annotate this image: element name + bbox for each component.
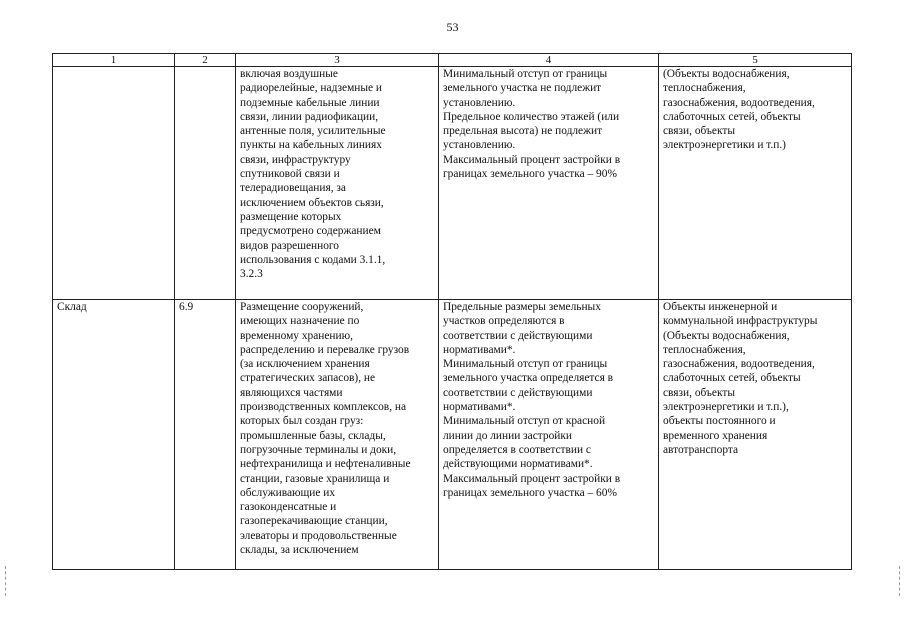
cell-text-line: временному хранению,	[240, 329, 353, 342]
cell-auxiliary-uses	[659, 67, 852, 300]
cell-text-line: коммунальной инфраструктуры	[663, 315, 818, 328]
cell-text-line: нормативами*.	[443, 401, 516, 414]
page-number: 53	[446, 20, 459, 34]
cell-text-line: границах земельного участка – 90%	[443, 168, 617, 181]
cell-text-line: автотранспорта	[663, 443, 739, 456]
cell-text-line: объекты постоянного и	[663, 415, 776, 428]
cell-text-line: нефтехранилища и нефтеналивные	[240, 458, 411, 471]
cell-text-line: соответствии с действующими	[443, 329, 593, 342]
cell-text-line: (за исключением хранения	[240, 358, 370, 371]
cell-text-line: элеваторы и продовольственные	[240, 529, 397, 542]
cell-use-name	[53, 300, 175, 570]
cell-text-line: связи, объекты	[663, 125, 735, 138]
cell-text-line: газоперекачивающие станции,	[240, 515, 388, 528]
cell-text-line: установлению.	[443, 96, 516, 109]
cell-text-line: Склад	[57, 301, 87, 313]
cell-text-line: линии до линии застройки	[443, 429, 573, 442]
cell-text-line: установлению.	[443, 139, 516, 152]
cell-text-line: Минимальный отступ от красной	[443, 415, 606, 428]
cell-text-line: имеющих назначение по	[240, 315, 360, 328]
column-header-2: 2	[175, 54, 236, 67]
cell-text-line: размещение которых	[240, 210, 342, 223]
cell-text-line: исключением объектов сьязи,	[240, 196, 384, 209]
cell-text-line: Размещение сооружений,	[240, 301, 364, 313]
cell-text-line: электроэнергетики и т.п.)	[663, 139, 786, 152]
cell-text-line: Максимальный процент застройки в	[443, 153, 621, 166]
cell-text-line: промышленные базы, склады,	[240, 429, 386, 442]
cell-text-line: предусмотрено содержанием	[240, 225, 381, 238]
cell-text-line: видов разрешенного	[240, 239, 339, 252]
cell-text-line: (Объекты водоснабжения,	[663, 329, 790, 342]
cell-use-code	[175, 67, 236, 300]
cell-text-line: спутниковой связи и	[240, 168, 340, 181]
cell-text-line: газоснабжения, водоотведения,	[663, 96, 815, 109]
scan-edge-mark-right	[899, 566, 901, 596]
cell-text-line: включая воздушные	[240, 68, 338, 80]
column-header-4: 4	[439, 54, 659, 67]
cell-text-line: Объекты инженерной и	[663, 301, 778, 313]
cell-text-line: Предельное количество этажей (или	[443, 110, 620, 123]
scan-edge-mark-left	[5, 566, 7, 596]
table-row	[53, 300, 852, 570]
cell-text-line: являющихся частями	[240, 386, 343, 399]
cell-text-line: участков определяются в	[443, 315, 565, 328]
cell-text-line: Максимальный процент застройки в	[443, 472, 621, 485]
cell-text-line: пункты на кабельных линиях	[240, 139, 382, 152]
cell-text-line: газоснабжения, водоотведения,	[663, 358, 815, 371]
column-header-5: 5	[659, 54, 852, 67]
cell-use-code	[175, 300, 236, 570]
cell-text-line: границах земельного участка – 60%	[443, 486, 617, 499]
cell-text-line: электроэнергетики и т.п.),	[663, 401, 789, 414]
cell-text-line: использования с кодами 3.1.1,	[240, 253, 386, 266]
table-header-row	[53, 54, 852, 67]
cell-text-line: временного хранения	[663, 429, 768, 442]
cell-text-line: земельного участка не подлежит	[443, 82, 602, 95]
cell-text-line: Минимальный отступ от границы	[443, 68, 608, 80]
cell-text-line: которых был создан груз:	[240, 415, 364, 428]
cell-text-line: радиорелейные, надземные и	[240, 82, 383, 95]
table-row	[53, 67, 852, 300]
cell-text-line: действующими нормативами*.	[443, 458, 593, 471]
cell-text-line: антенные поля, усилительные	[240, 125, 386, 138]
cell-parameters	[439, 300, 659, 570]
cell-text-line: газоконденсатные и	[240, 501, 337, 514]
cell-text-line: соответствии с действующими	[443, 386, 593, 399]
cell-text-line: распределению и перевалке грузов	[240, 343, 410, 356]
cell-text-line: теплоснабжения,	[663, 343, 746, 356]
cell-text-line: предельная высота) не подлежит	[443, 125, 603, 138]
cell-text-line: Минимальный отступ от границы	[443, 358, 608, 371]
cell-text-line: определяется в соответствии с	[443, 443, 591, 456]
cell-auxiliary-uses	[659, 300, 852, 570]
cell-text-line: (Объекты водоснабжения,	[663, 68, 790, 80]
column-header-3: 3	[236, 54, 439, 67]
cell-text-line: земельного участка определяется в	[443, 372, 614, 385]
cell-text-line: Предельные размеры земельных	[443, 301, 601, 313]
cell-text-line: слаботочных сетей, объекты	[663, 372, 801, 385]
cell-text-line: 3.2.3	[240, 268, 263, 281]
cell-text-line: телерадиовещания, за	[240, 182, 346, 195]
cell-text-line: связи, объекты	[663, 386, 735, 399]
cell-use-description	[236, 300, 439, 570]
cell-text-line: 6.9	[179, 301, 194, 313]
cell-text-line: производственных комплексов, на	[240, 401, 407, 414]
cell-text-line: погрузочные терминалы и доки,	[240, 443, 397, 456]
cell-text-line: склады, за исключением	[240, 544, 359, 557]
cell-text-line: слаботочных сетей, объекты	[663, 110, 801, 123]
cell-text-line: теплоснабжения,	[663, 82, 746, 95]
cell-text-line: станции, газовые хранилища и	[240, 472, 390, 485]
cell-use-name	[53, 67, 175, 300]
cell-text-line: подземные кабельные линии	[240, 96, 380, 109]
cell-text-line: связи, линии радиофикации,	[240, 110, 379, 123]
cell-use-description	[236, 67, 439, 300]
cell-text-line: нормативами*.	[443, 343, 516, 356]
land-use-table	[52, 53, 852, 570]
cell-parameters	[439, 67, 659, 300]
cell-text-line: стратегических запасов), не	[240, 372, 376, 385]
column-header-1: 1	[53, 54, 175, 67]
cell-text-line: обслуживающие их	[240, 486, 336, 499]
cell-text-line: связи, инфраструктуру	[240, 153, 351, 166]
